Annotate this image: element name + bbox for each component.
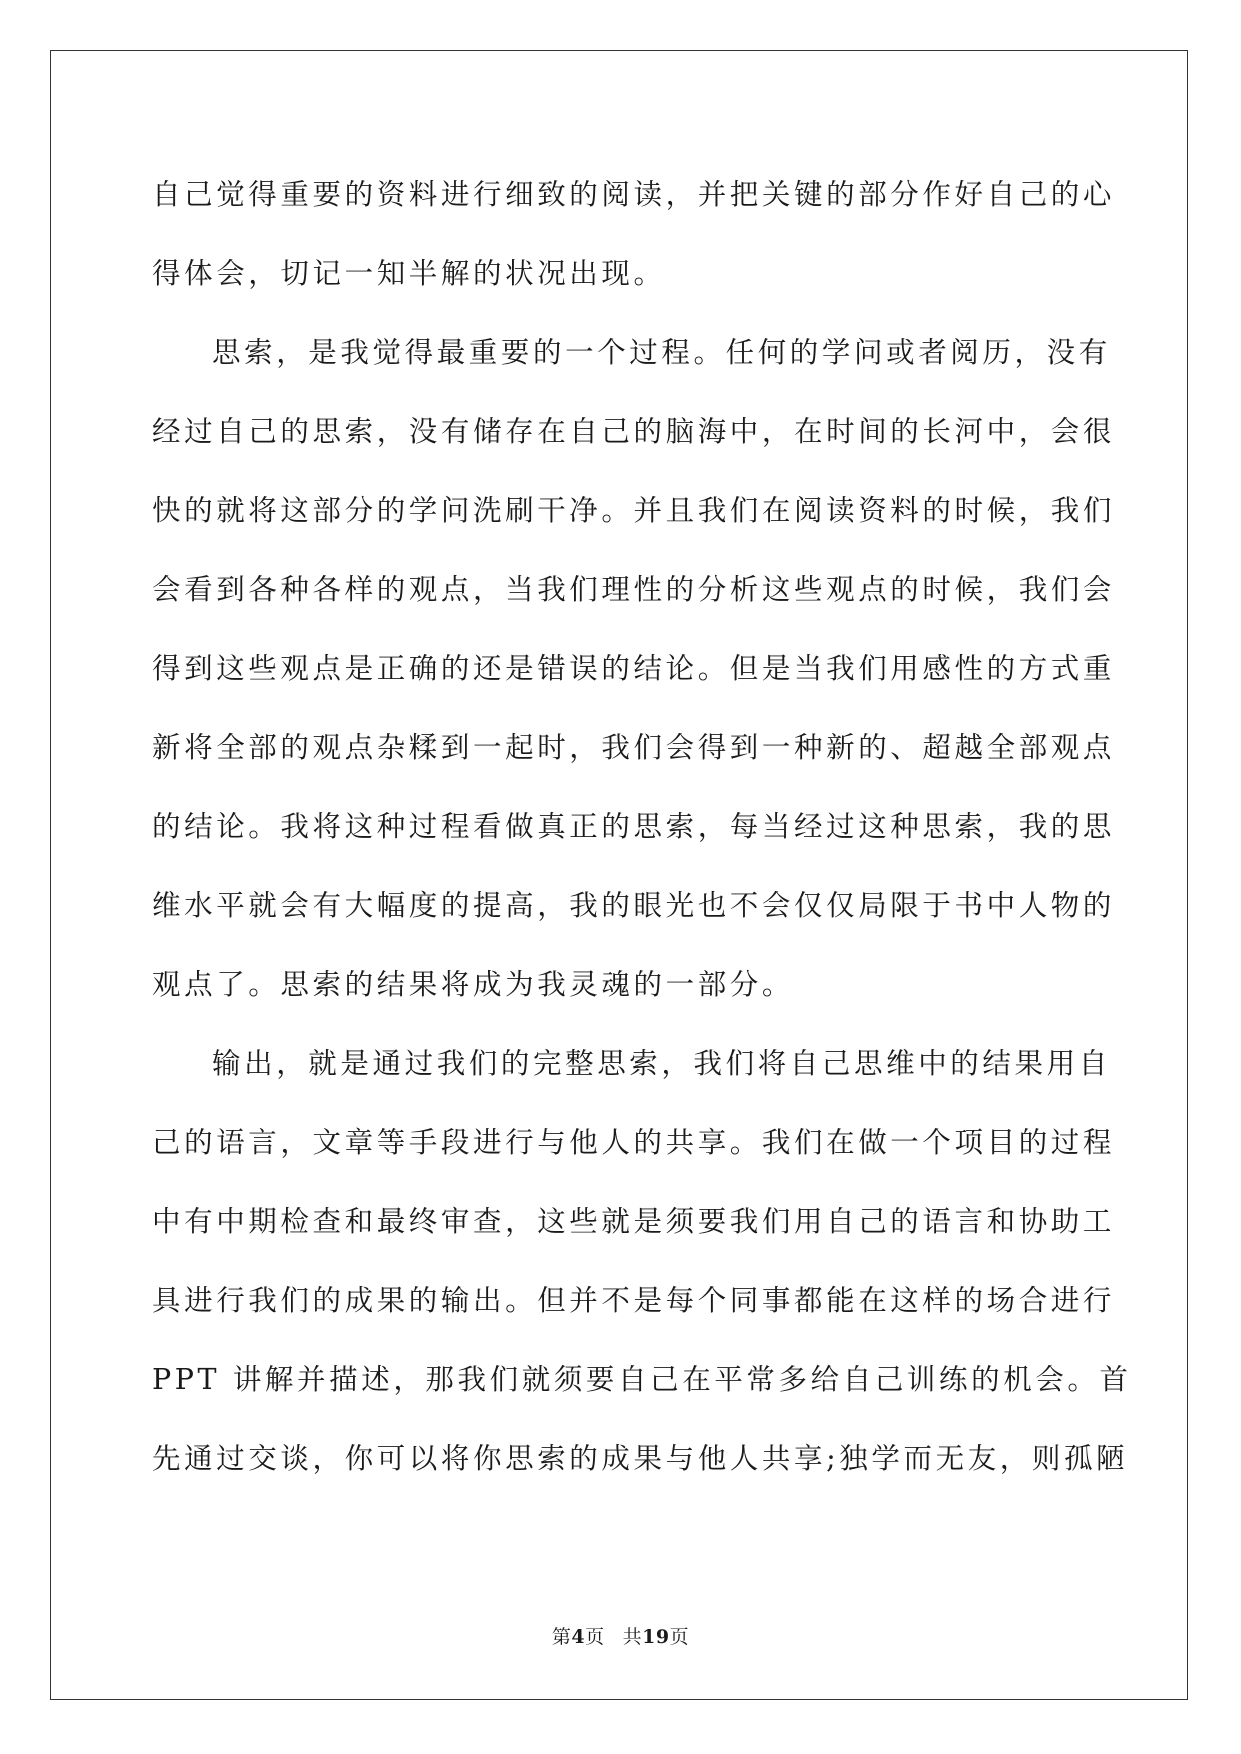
text-line: 经过自己的思索，没有储存在自己的脑海中，在时间的长河中，会很 — [152, 415, 1116, 448]
text-line: 得到这些观点是正确的还是错误的结论。但是当我们用感性的方式重 — [152, 652, 1116, 685]
text-line: 会看到各种各样的观点，当我们理性的分析这些观点的时候，我们会 — [152, 573, 1116, 606]
text-line: 新将全部的观点杂糅到一起时，我们会得到一种新的、超越全部观点 — [152, 731, 1116, 764]
text-line: PPT 讲解并描述，那我们就须要自己在平常多给自己训练的机会。首 — [152, 1363, 1132, 1396]
total-label-prefix: 共 — [622, 1626, 643, 1648]
text-line: 思索，是我觉得最重要的一个过程。任何的学问或者阅历，没有 — [212, 336, 1111, 369]
text-line: 中有中期检查和最终审查，这些就是须要我们用自己的语言和协助工 — [152, 1205, 1116, 1238]
paragraph-thinking — [152, 313, 1116, 1024]
page-label-prefix: 第 — [551, 1626, 572, 1648]
text-line: 先通过交谈，你可以将你思索的成果与他人共享;独学而无友，则孤陋 — [152, 1442, 1129, 1475]
total-pages: 19 — [642, 1626, 670, 1648]
total-label-suffix: 页 — [669, 1626, 690, 1648]
page-number: 4 — [571, 1626, 586, 1648]
text-line: 具进行我们的成果的输出。但并不是每个同事都能在这样的场合进行 — [152, 1284, 1116, 1317]
text-line: 快的就将这部分的学问洗刷干净。并且我们在阅读资料的时候，我们 — [152, 494, 1116, 527]
page-label-suffix: 页 — [585, 1626, 605, 1648]
document-body — [152, 155, 1132, 1498]
text-line: 得体会，切记一知半解的状况出现。 — [152, 257, 666, 290]
text-line: 观点了。思索的结果将成为我灵魂的一部分。 — [152, 968, 795, 1001]
paragraph-reading — [152, 155, 1116, 313]
text-line: 输出，就是通过我们的完整思索，我们将自己思维中的结果用自 — [212, 1047, 1111, 1080]
paragraph-output — [152, 1024, 1132, 1498]
text-line: 维水平就会有大幅度的提高，我的眼光也不会仅仅局限于书中人物的 — [152, 889, 1116, 922]
text-line: 己的语言，文章等手段进行与他人的共享。我们在做一个项目的过程 — [152, 1126, 1116, 1159]
text-line: 的结论。我将这种过程看做真正的思索，每当经过这种思索，我的思 — [152, 810, 1116, 843]
page-footer — [0, 1622, 1241, 1649]
text-line: 自己觉得重要的资料进行细致的阅读，并把关键的部分作好自己的心 — [152, 178, 1116, 211]
